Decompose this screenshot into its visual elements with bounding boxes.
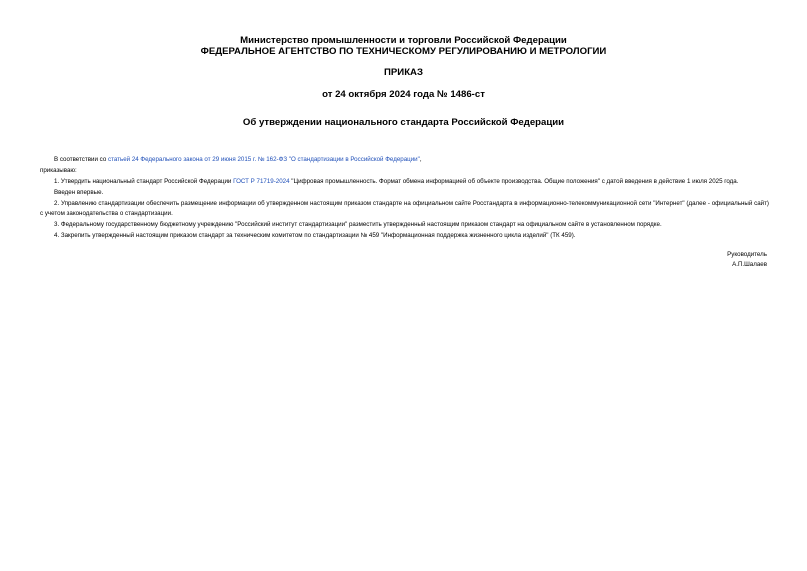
item-3-paragraph: 3. Федеральному государственному бюджетному учреждению "Российский институт стандартизации" разместить утвержденный настоящим приказом стандарт на официальном сайте в установленном порядке. — [54, 221, 662, 229]
item-2-paragraph: 2. Управлению стандартизации обеспечить размещение информации об утвержденном настоящим приказом стандарте на официальном сайте Росстандарта в информационно-телекоммуникационной сети "Интернет" (далее - официальный сайт) с учетом законодательства о стандартизации. — [40, 200, 769, 218]
preamble-text-end: , — [419, 156, 422, 163]
item-4-paragraph: 4. Закрепить утвержденный настоящим приказом стандарт за техническим комитетом по стандартизации № 459 "Информационная поддержка жизненного цикла изделий" (ТК 459). — [54, 232, 576, 240]
gost-standard-link[interactable]: ГОСТ Р 71719-2024 — [233, 178, 290, 185]
document-date-number: от 24 октября 2024 года № 1486-ст — [322, 89, 485, 100]
preamble-paragraph — [40, 155, 769, 165]
law-article-link[interactable]: статьей 24 Федерального закона от 29 июня 2015 г. № 162-ФЗ "О стандартизации в Российской Федерации" — [107, 156, 420, 163]
order-word: приказываю: — [40, 167, 77, 174]
signatory-title: Руководитель — [727, 251, 767, 258]
preamble-text-start: В соответствии со — [54, 156, 108, 163]
item-1-text-end: "Цифровая промышленность. Формат обмена информацией об объекте производства. Общие положения" с датой введения в действие 1 июля 2025 года. — [289, 178, 739, 185]
item-1-note: Введен впервые. — [54, 189, 104, 196]
item-1-paragraph — [40, 177, 769, 187]
signatory-name: А.П.Шалаев — [732, 261, 767, 269]
document-body — [40, 155, 769, 242]
item-1-text-start: 1. Утвердить национальный стандарт Российской Федерации — [54, 178, 234, 185]
ministry-name: Министерство промышленности и торговли Российской Федерации — [240, 35, 567, 46]
agency-name: ФЕДЕРАЛЬНОЕ АГЕНТСТВО ПО ТЕХНИЧЕСКОМУ РЕГУЛИРОВАНИЮ И МЕТРОЛОГИИ — [200, 46, 607, 57]
signature-block — [727, 250, 767, 271]
document-type: ПРИКАЗ — [384, 67, 423, 78]
document-subject: Об утверждении национального стандарта Российской Федерации — [242, 117, 565, 128]
